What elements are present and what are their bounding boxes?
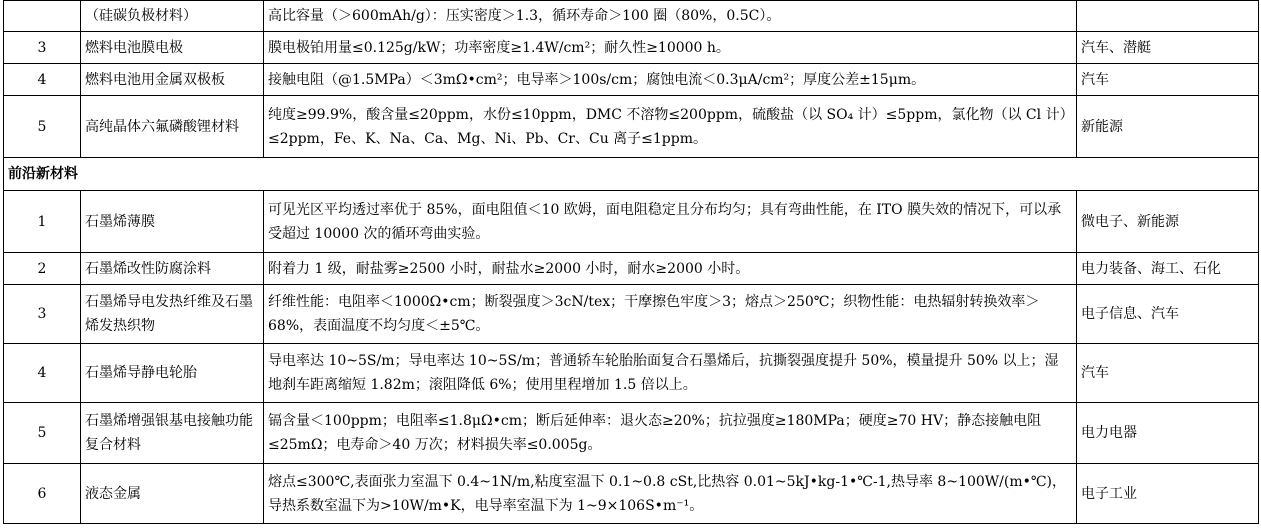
material-spec: 纯度≥99.9%，酸含量≤20ppm，水份≤10ppm，DMC 不溶物≤200ppm，硫酸盐（以 SO₄ 计）≤5ppm，氯化物（以 Cl 计）≤2ppm，Fe、K、Na、Ca、Mg、Ni、Pb、Cr、Cu 离子≤1ppm。 xyxy=(264,96,1077,158)
material-application: 电力电器 xyxy=(1077,403,1259,464)
material-application: 新能源 xyxy=(1077,96,1259,158)
section-title: 前沿新材料 xyxy=(4,158,1259,191)
row-number: 1 xyxy=(4,191,81,253)
row-number: 3 xyxy=(4,285,81,344)
material-application: 汽车 xyxy=(1077,344,1259,403)
material-name: 石墨烯改性防腐涂料 xyxy=(81,253,264,285)
material-application: 汽车、潜艇 xyxy=(1077,32,1259,64)
table-row xyxy=(4,32,1259,64)
table-row xyxy=(4,344,1259,403)
material-application: 微电子、新能源 xyxy=(1077,191,1259,253)
material-spec: 接触电阻（@1.5MPa）＜3mΩ•cm²；电导率＞100s/cm；腐蚀电流＜0.3μA/cm²；厚度公差±15μm。 xyxy=(264,64,1077,96)
table-row xyxy=(4,64,1259,96)
table-row xyxy=(4,1,1259,32)
table-row xyxy=(4,403,1259,464)
table-row xyxy=(4,285,1259,344)
material-spec: 熔点≤300℃,表面张力室温下 0.4~1N/m,粘度室温下 0.1~0.8 cSt,比热容 0.01~5kJ•kg-1•℃-1,热导率 8~100W/(m•℃)，导热系数室温下为>10W/m•K，电导率室温下为 1~9×106S•m⁻¹。 xyxy=(264,464,1077,524)
material-application: 电力装备、海工、石化 xyxy=(1077,253,1259,285)
row-number: 4 xyxy=(4,64,81,96)
row-number: 3 xyxy=(4,32,81,64)
table-row xyxy=(4,464,1259,524)
material-name: 石墨烯导静电轮胎 xyxy=(81,344,264,403)
material-name: 燃料电池用金属双极板 xyxy=(81,64,264,96)
material-spec: 可见光区平均透过率优于 85%，面电阻值＜10 欧姆，面电阻稳定且分布均匀；具有弯曲性能，在 ITO 膜失效的情况下，可以承受超过 10000 次的循环弯曲实验。 xyxy=(264,191,1077,253)
section-row xyxy=(4,158,1259,191)
table-row xyxy=(4,96,1259,158)
materials-table xyxy=(3,0,1259,524)
material-spec: 附着力 1 级，耐盐雾≥2500 小时，耐盐水≥2000 小时，耐水≥2000 小时。 xyxy=(264,253,1077,285)
material-name: 石墨烯增强银基电接触功能复合材料 xyxy=(81,403,264,464)
material-application: 电子工业 xyxy=(1077,464,1259,524)
material-name: 液态金属 xyxy=(81,464,264,524)
material-spec: 膜电极铂用量≤0.125g/kW；功率密度≥1.4W/cm²；耐久性≥10000 h。 xyxy=(264,32,1077,64)
row-number: 5 xyxy=(4,403,81,464)
material-application xyxy=(1077,1,1259,32)
material-name: （硅碳负极材料） xyxy=(81,1,264,32)
material-spec: 高比容量（＞600mAh/g）：压实密度＞1.3，循环寿命＞100 圈（80%，0.5C）。 xyxy=(264,1,1077,32)
table-row xyxy=(4,253,1259,285)
material-name: 石墨烯导电发热纤维及石墨烯发热织物 xyxy=(81,285,264,344)
material-name: 高纯晶体六氟磷酸锂材料 xyxy=(81,96,264,158)
row-number: 5 xyxy=(4,96,81,158)
material-spec: 镉含量＜100ppm；电阻率≤1.8μΩ•cm；断后延伸率：退火态≥20%；抗拉强度≥180MPa；硬度≥70 HV；静态接触电阻≤25mΩ；电寿命＞40 万次；材料损失率≤0.005g。 xyxy=(264,403,1077,464)
row-number: 6 xyxy=(4,464,81,524)
row-number xyxy=(4,1,81,32)
table-row xyxy=(4,191,1259,253)
material-name: 石墨烯薄膜 xyxy=(81,191,264,253)
material-name: 燃料电池膜电极 xyxy=(81,32,264,64)
material-application: 电子信息、汽车 xyxy=(1077,285,1259,344)
material-application: 汽车 xyxy=(1077,64,1259,96)
material-spec: 纤维性能：电阻率＜1000Ω•cm；断裂强度＞3cN/tex；干摩擦色牢度＞3；熔点＞250℃；织物性能：电热辐射转换效率＞68%，表面温度不均匀度＜±5℃。 xyxy=(264,285,1077,344)
material-spec: 导电率达 10~5S/m；导电率达 10~5S/m；普通轿车轮胎胎面复合石墨烯后，抗撕裂强度提升 50%，模量提升 50% 以上；湿地刹车距离缩短 1.82m；滚阻降低 6%；使用里程增加 1.5 倍以上。 xyxy=(264,344,1077,403)
row-number: 4 xyxy=(4,344,81,403)
row-number: 2 xyxy=(4,253,81,285)
